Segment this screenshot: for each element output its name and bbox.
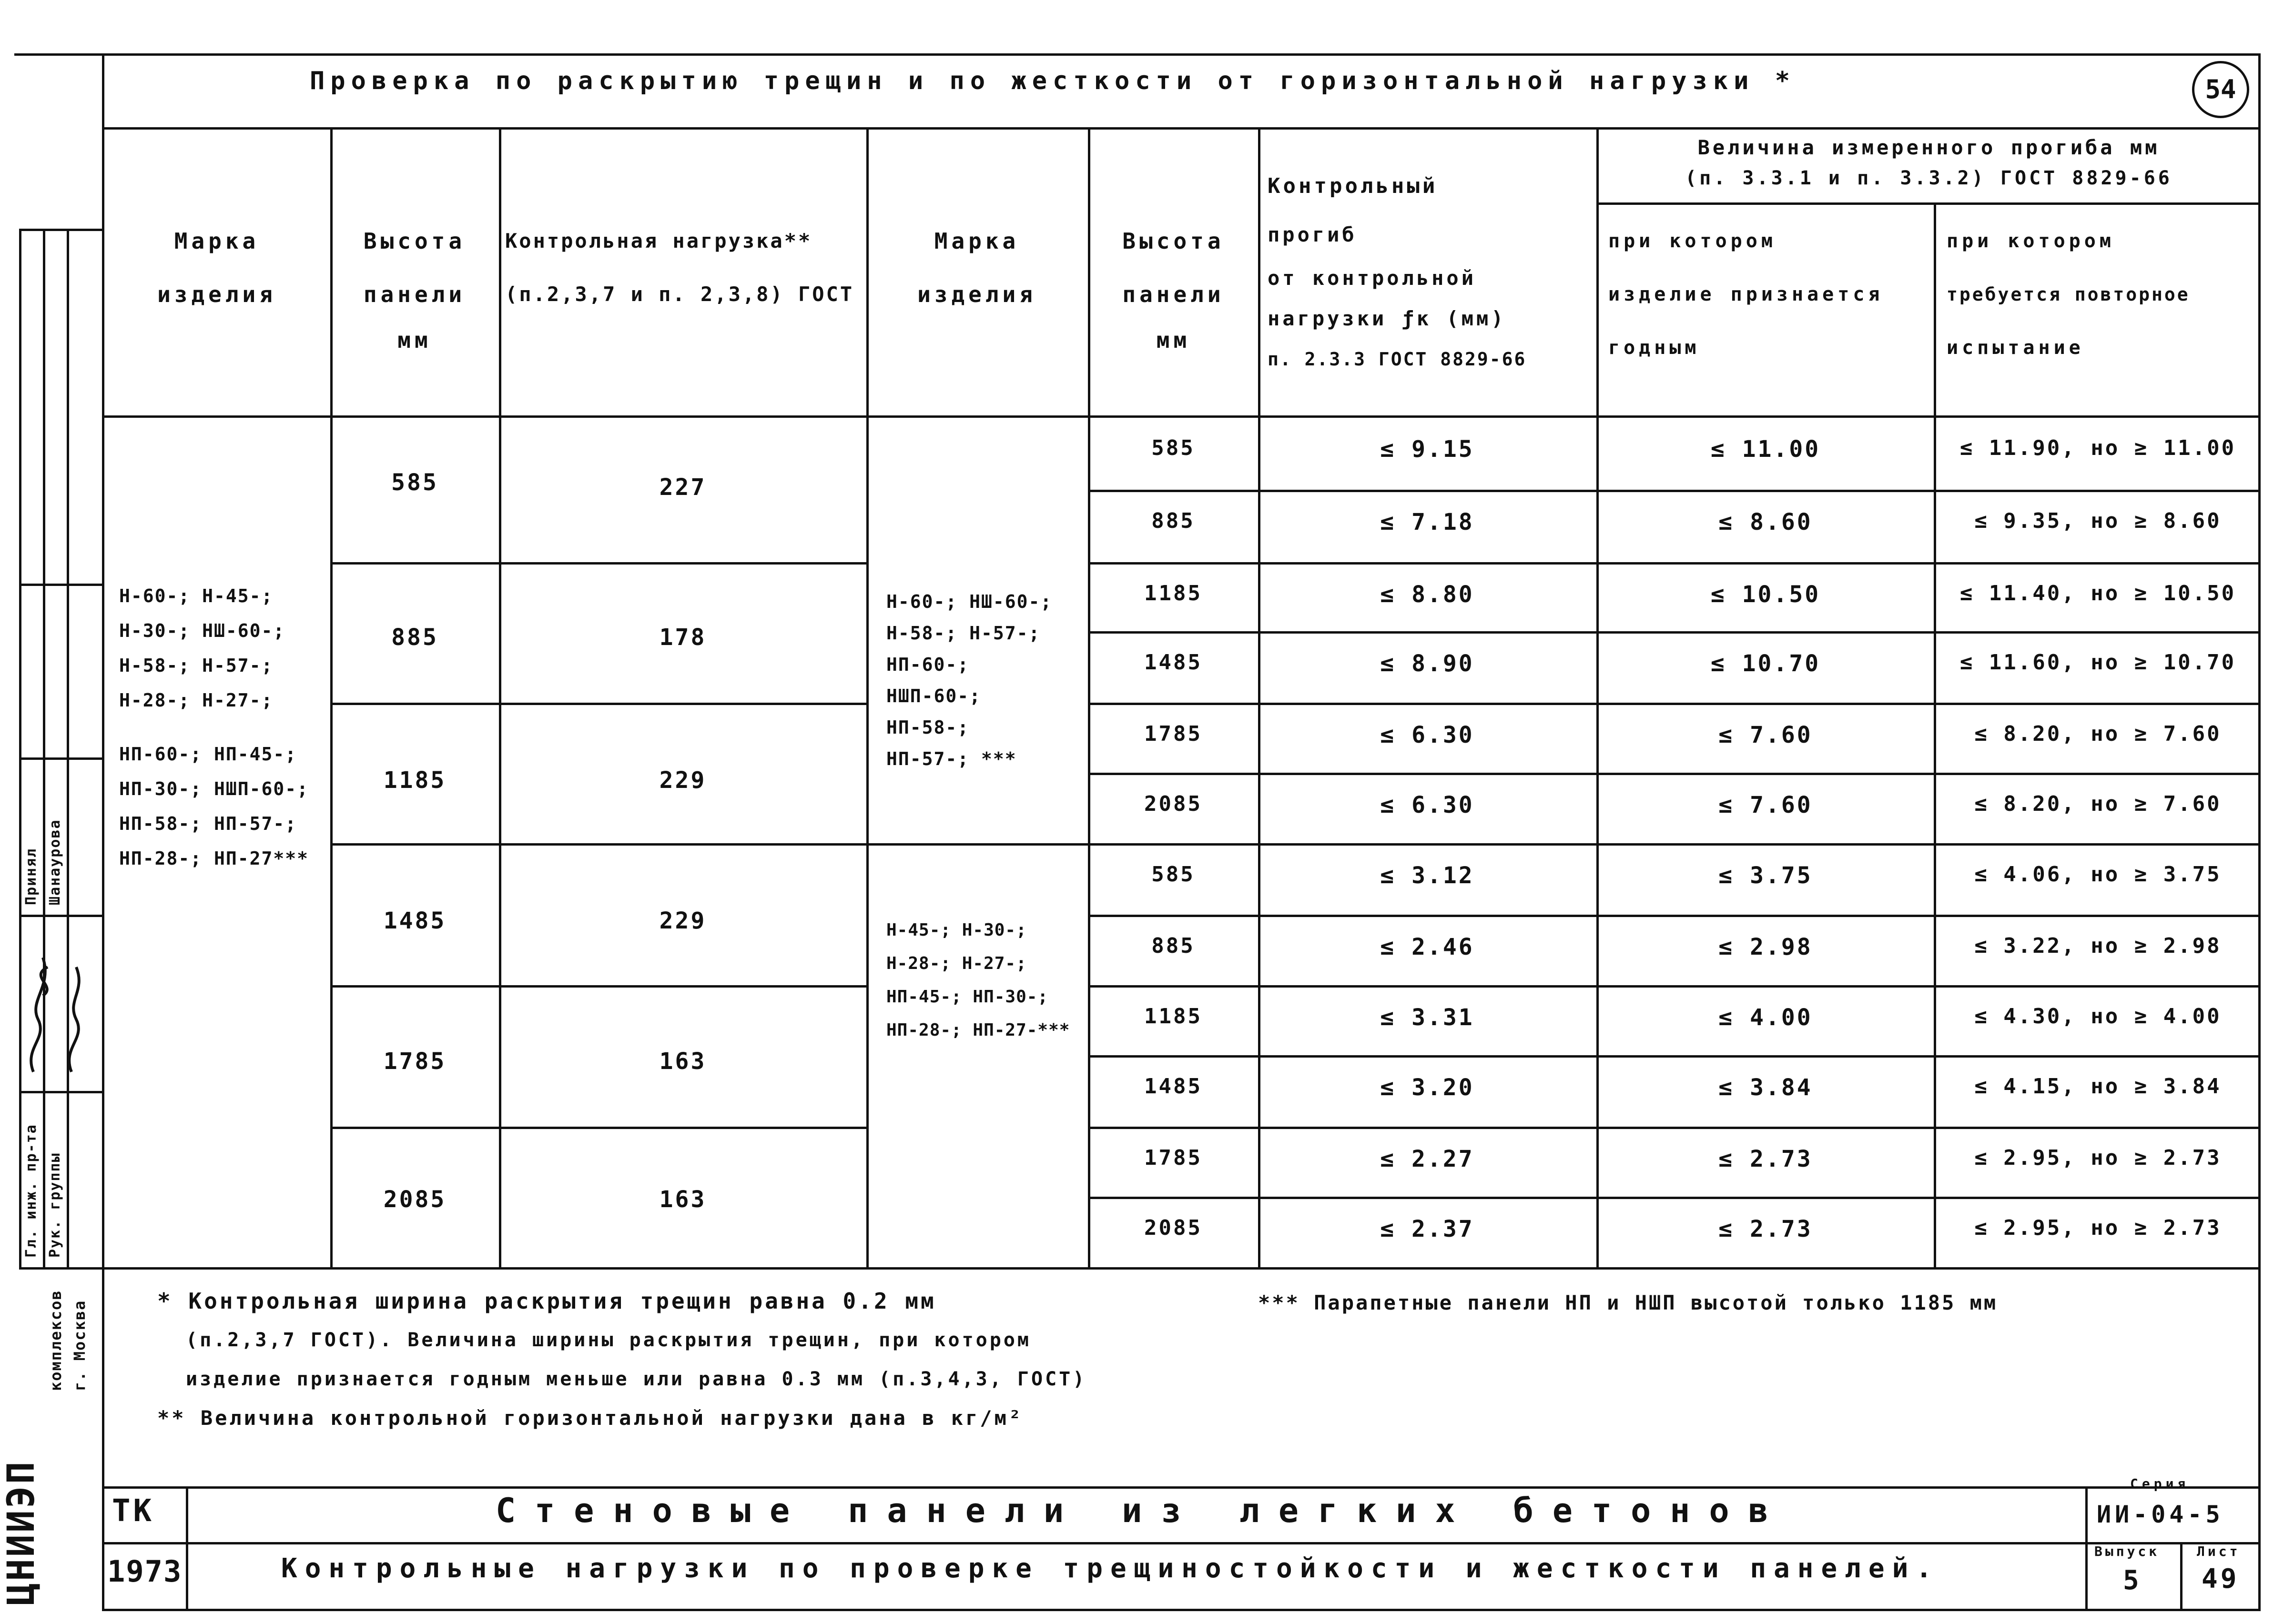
left-marks — [119, 579, 329, 876]
retest-cell: ≤ 9.35, но ≥ 8.60 — [1974, 509, 2222, 533]
page-number-badge — [2192, 61, 2249, 118]
right-row-line — [1088, 915, 2261, 917]
right-height-cell: 885 — [1151, 934, 1195, 958]
header-measured: Величина измеренного прогиба мм (п. 3.3.1 и п. 3.3.2) ГОСТ 8829-66 — [1685, 136, 2172, 189]
right-height-cell: 2085 — [1144, 792, 1202, 816]
left-row-line-5 — [330, 1127, 866, 1129]
mark-line: НШП-60-; — [886, 686, 982, 706]
accepted-cell: ≤ 11.00 — [1710, 436, 1821, 463]
right-height-cell: 885 — [1151, 509, 1195, 533]
deflection-cell: ≤ 8.80 — [1380, 581, 1474, 608]
stamp-role-1: Гл. инж. пр-та — [23, 1124, 40, 1258]
stamp-col-2 — [43, 229, 45, 1267]
left-load-cell: 163 — [659, 1048, 707, 1075]
retest-cell: ≤ 11.90, но ≥ 11.00 — [1959, 436, 2236, 460]
retest-cell: ≤ 3.22, но ≥ 2.98 — [1974, 934, 2222, 958]
mark-line: НП-60-; — [886, 654, 970, 675]
retest-cell: ≤ 4.15, но ≥ 3.84 — [1974, 1074, 2222, 1099]
mark-line: Н-60-; НШ-60-; — [886, 591, 1053, 612]
left-load-cell: 227 — [659, 474, 707, 501]
retest-cell: ≤ 11.40, но ≥ 10.50 — [1959, 581, 2236, 605]
mark-line: Н-58-; Н-57-; — [119, 655, 274, 676]
stamp-org-2: г. Москва — [71, 1300, 89, 1391]
right-height-cell: 1785 — [1144, 722, 1202, 746]
stamp-row-line — [19, 1267, 102, 1270]
right-mark-group-line — [866, 843, 1088, 846]
notes-block — [157, 1281, 1086, 1438]
col-line-3 — [866, 127, 869, 1268]
titleblock-sheet-col — [2180, 1542, 2182, 1609]
right-row-line — [1088, 490, 2261, 492]
stamp-name-1: Шанаурова — [47, 819, 63, 905]
right-height-cell: 585 — [1151, 862, 1195, 887]
stamp-row-line — [19, 915, 102, 917]
accepted-cell: ≤ 2.73 — [1718, 1216, 1813, 1242]
sheet-value: 49 — [2202, 1563, 2240, 1594]
header-mark-left: Марка изделия — [157, 228, 276, 307]
deflection-cell: ≤ 3.20 — [1380, 1074, 1474, 1101]
stamp-role-2: Рук. группы — [47, 1152, 63, 1258]
left-row-line-4 — [330, 985, 866, 988]
left-load-cell: 178 — [659, 624, 707, 651]
mark-line: НП-28-; НП-27*** — [119, 848, 309, 869]
right-height-cell: 1485 — [1144, 1074, 1202, 1099]
header-height-left: Высота панели мм — [363, 228, 466, 353]
right-row-line — [1088, 562, 2261, 565]
left-load-cell: 229 — [659, 767, 707, 794]
stamp-org-1: комплексов — [47, 1290, 65, 1391]
sheet-title-line-2: Контрольные нагрузки по проверке трещиностойкости и жесткости панелей. — [281, 1553, 1940, 1584]
retest-cell: ≤ 11.60, но ≥ 10.70 — [1959, 650, 2236, 675]
retest-cell: ≤ 2.95, но ≥ 2.73 — [1974, 1146, 2222, 1170]
top-border — [14, 53, 2261, 56]
accepted-cell: ≤ 3.84 — [1718, 1074, 1813, 1101]
accepted-cell: ≤ 3.75 — [1718, 862, 1813, 889]
series-value: ИИ-04-5 — [2097, 1501, 2224, 1528]
retest-cell: ≤ 4.30, но ≥ 4.00 — [1974, 1004, 2222, 1029]
signature-image — [14, 929, 100, 1081]
accepted-cell: ≤ 2.98 — [1718, 934, 1813, 960]
right-marks-group-a — [886, 586, 1086, 775]
page-title: Проверка по раскрытию трещин и по жесткости от горизонтальной нагрузки * — [310, 67, 1796, 95]
stamp-col-1 — [19, 229, 21, 1267]
col-line-1 — [330, 127, 333, 1268]
page-number: 54 — [2205, 74, 2236, 104]
deflection-cell: ≤ 3.12 — [1380, 862, 1474, 889]
deflection-cell: ≤ 6.30 — [1380, 722, 1474, 748]
mark-line: Н-28-; Н-27-; — [886, 954, 1027, 973]
col-line-2 — [499, 127, 501, 1268]
deflection-cell: ≤ 2.27 — [1380, 1146, 1474, 1172]
sheet-title-line-1: Стеновые панели из легких бетонов — [496, 1491, 1787, 1530]
deflection-cell: ≤ 2.46 — [1380, 934, 1474, 960]
accepted-cell: ≤ 10.70 — [1710, 650, 1821, 677]
mark-line: Н-45-; Н-30-; — [886, 920, 1027, 940]
stamp-row-line — [19, 584, 102, 586]
left-height-cell: 885 — [391, 624, 438, 651]
year-label: 1973 — [107, 1554, 183, 1589]
right-height-cell: 1485 — [1144, 650, 1202, 675]
titleblock-left-col — [186, 1486, 188, 1609]
accepted-cell: ≤ 4.00 — [1718, 1004, 1813, 1031]
right-row-line — [1088, 773, 2261, 775]
deflection-cell: ≤ 3.31 — [1380, 1004, 1474, 1031]
right-row-line — [1088, 1127, 2261, 1129]
right-height-cell: 1185 — [1144, 1004, 1202, 1029]
retest-cell: ≤ 2.95, но ≥ 2.73 — [1974, 1216, 2222, 1240]
accepted-cell: ≤ 2.73 — [1718, 1146, 1813, 1172]
note-1-line: изделие признается годным меньше или равна 0.3 мм (п.3,4,3, ГОСТ) — [186, 1368, 1087, 1390]
stamp-row-line — [19, 757, 102, 760]
table-bottom-line — [102, 1267, 2261, 1270]
header-bottom-line — [102, 415, 2261, 418]
deflection-cell: ≤ 8.90 — [1380, 650, 1474, 677]
left-load-cell: 163 — [659, 1186, 707, 1213]
header-control-deflection: Контрольный прогиб от контрольной нагрузки ƒк (мм) п. 2.3.3 ГОСТ 8829-66 — [1268, 174, 1527, 370]
mark-line: НП-28-; НП-27-*** — [886, 1020, 1070, 1040]
mark-line: Н-28-; Н-27-; — [119, 690, 274, 711]
deflection-cell: ≤ 9.15 — [1380, 436, 1474, 463]
accepted-cell: ≤ 8.60 — [1718, 509, 1813, 535]
right-row-line — [1088, 1197, 2261, 1199]
note-3: *** Парапетные панели НП и НШП высотой только 1185 мм — [1258, 1291, 1998, 1314]
col-line-7 — [1934, 202, 1936, 1268]
mark-line: НП-60-; НП-45-; — [119, 744, 297, 765]
note-1-line: * Контрольная ширина раскрытия трещин равна 0.2 мм — [157, 1288, 936, 1314]
left-height-cell: 1785 — [383, 1048, 447, 1075]
accepted-cell: ≤ 10.50 — [1710, 581, 1821, 608]
header-retest: при котором требуется повторное испытание — [1947, 230, 2190, 359]
left-height-cell: 1485 — [383, 908, 447, 934]
right-row-line — [1088, 843, 2261, 846]
issue-value: 5 — [2123, 1565, 2142, 1596]
titleblock-right-col — [2085, 1486, 2088, 1609]
note-1-line: (п.2,3,7 ГОСТ). Величина ширины раскрытия трещин, при котором — [186, 1329, 1032, 1351]
note-2: ** Величина контрольной горизонтальной нагрузки дана в кг/м² — [157, 1406, 1024, 1430]
right-marks-group-b — [886, 914, 1086, 1047]
mark-line: НП-58-; — [886, 717, 970, 738]
mark-line: НП-57-; *** — [886, 748, 1017, 769]
header-height-right: Высота панели мм — [1122, 228, 1225, 353]
titleblock-top-line — [102, 1486, 2261, 1489]
mark-line: Н-30-; НШ-60-; — [119, 620, 285, 641]
left-height-cell: 1185 — [383, 767, 447, 794]
left-row-line-1 — [330, 562, 866, 565]
mark-line: НП-58-; НП-57-; — [119, 813, 297, 834]
right-row-line — [1088, 985, 2261, 988]
cniiep-logo: ЦНИИЭП — [0, 1460, 43, 1605]
accepted-cell: ≤ 7.60 — [1718, 792, 1813, 818]
stamp-row-line — [19, 229, 102, 231]
measured-header-line — [1596, 202, 2261, 205]
header-accepted: при котором изделие признается годным — [1608, 230, 1884, 359]
series-label: Серия — [2130, 1476, 2190, 1492]
left-row-line-2 — [330, 703, 866, 705]
right-row-line — [1088, 703, 2261, 705]
tk-label: ТК — [112, 1493, 155, 1529]
sheet-label: Лист — [2197, 1543, 2241, 1559]
right-height-cell: 1785 — [1144, 1146, 1202, 1170]
accepted-cell: ≤ 7.60 — [1718, 722, 1813, 748]
right-height-cell: 585 — [1151, 436, 1195, 460]
titleblock-mid-line — [102, 1542, 2261, 1544]
mark-line: НП-30-; НШП-60-; — [119, 778, 309, 799]
header-control-load: Контрольная нагрузка** (п.2,3,7 и п. 2,3,8) ГОСТ — [505, 229, 854, 306]
right-border — [2258, 53, 2261, 1611]
right-height-cell: 2085 — [1144, 1216, 1202, 1240]
retest-cell: ≤ 8.20, но ≥ 7.60 — [1974, 792, 2222, 816]
right-row-line — [1088, 631, 2261, 634]
mark-line: НП-45-; НП-30-; — [886, 987, 1049, 1007]
retest-cell: ≤ 8.20, но ≥ 7.60 — [1974, 722, 2222, 746]
bottom-border — [102, 1609, 2261, 1611]
left-height-cell: 585 — [391, 469, 438, 496]
deflection-cell: ≤ 6.30 — [1380, 792, 1474, 818]
mark-line: Н-58-; Н-57-; — [886, 623, 1041, 644]
right-height-cell: 1185 — [1144, 581, 1202, 605]
stamp-row-line — [19, 1091, 102, 1093]
header-mark-right: Марка изделия — [917, 228, 1036, 307]
stamp-role-3: Принял — [23, 847, 40, 905]
left-border — [102, 53, 104, 1611]
title-underline — [102, 127, 2261, 130]
mark-line: Н-60-; Н-45-; — [119, 585, 274, 606]
left-load-cell: 229 — [659, 908, 707, 934]
stamp-col-3 — [67, 229, 69, 1267]
left-height-cell: 2085 — [383, 1186, 447, 1213]
issue-label: Выпуск — [2094, 1543, 2160, 1559]
deflection-cell: ≤ 7.18 — [1380, 509, 1474, 535]
left-row-line-3 — [330, 843, 866, 846]
deflection-cell: ≤ 2.37 — [1380, 1216, 1474, 1242]
retest-cell: ≤ 4.06, но ≥ 3.75 — [1974, 862, 2222, 887]
right-row-line — [1088, 1055, 2261, 1058]
